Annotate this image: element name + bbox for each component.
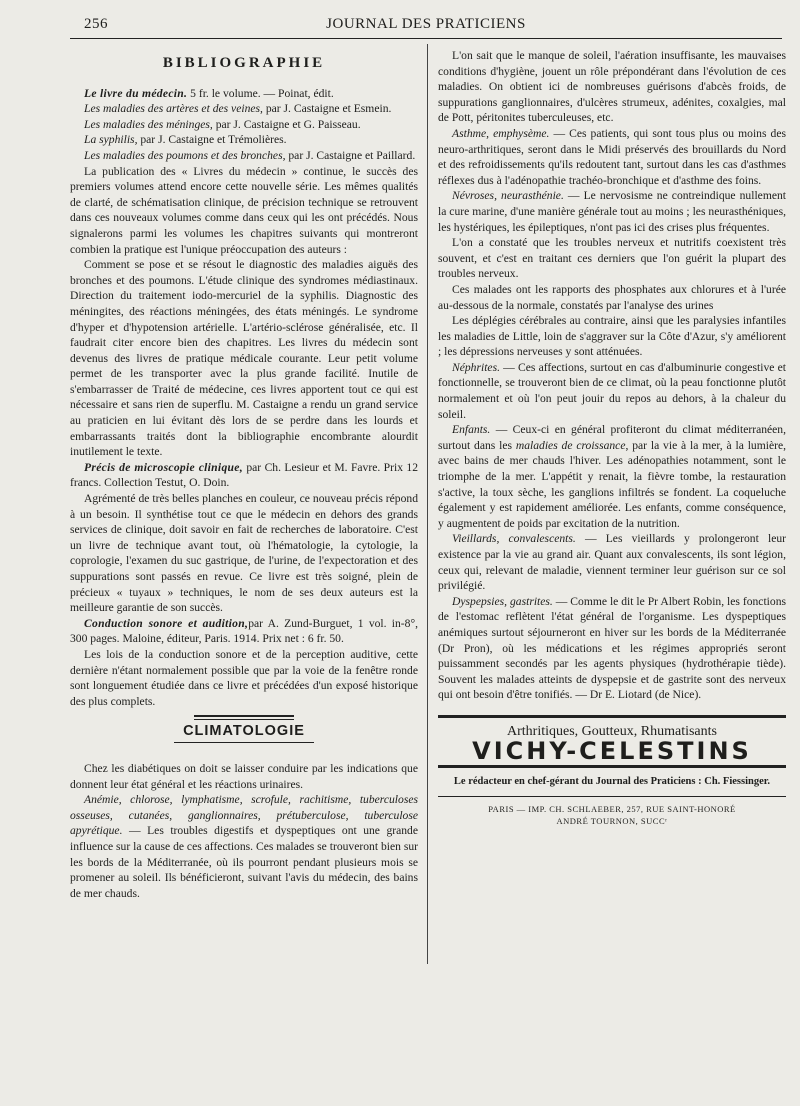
livre-title: Le livre du médecin. xyxy=(84,86,188,100)
bibliographie-paragraph: Comment se pose et se résout le diagnostic des maladies aiguës des bronches et des poumons. L'étude clinique des syndromes médiastinaux. Direction du traitement iodo-mercuriel de la syphilis. Diagnostic des méningites, des réactions méningées, des états méningés. Le syndrome d'hyper et d'hypotension artérielle. L'artério-sclérose généralisée, etc. Il faudrait citer encore bien des chapitres. Les livres du médecin sont devenus des livres de pratique médicale courante. Leur petit volume permet de les transporter avec la plus grande facilité. Inutile de s'embarrasser de Traité de médecine, ces livres apportent tout ce qui est nécessaire et sans rien de superflu. M. Castaigne a rendu un grand service au praticien en lui évitant dès lors de se perdre dans les lourds et embarrassants traités dont la bibliographie encombrante alourdit inutilement le texte. xyxy=(70,258,418,459)
climatologie-intro: Chez les diabétiques on doit se laisser conduire par les indications que donnent leur état général et les réactions urinaires. xyxy=(70,761,418,791)
left-column xyxy=(70,48,418,901)
nevroses-paragraph-3: Ces malades ont les rapports des phosphates aux chlorures et à l'urée au-dessous de la normale, constatés par l'analyse des urines xyxy=(438,282,786,312)
conduction-title: Conduction sonore et audition, xyxy=(84,616,249,630)
precis-title: Précis de microscopie clinique, xyxy=(84,460,243,474)
nevroses-paragraph xyxy=(438,188,786,235)
printer-line: ANDRÉ TOURNON, SUCCʳ xyxy=(556,815,668,826)
dyspepsies-paragraph xyxy=(438,594,786,703)
asthme-paragraph xyxy=(438,126,786,188)
printer-line: PARIS — IMP. CH. SCHLAEBER, 257, RUE SAINT-HONORÉ xyxy=(488,803,736,814)
editor-line: Le rédacteur en chef-gérant du Journal des Praticiens : Ch. Fiessinger. xyxy=(453,776,771,788)
vieillards-heading: Vieillards, convalescents. xyxy=(452,532,576,546)
climatologie-rule-top xyxy=(194,715,294,720)
anemie-paragraph xyxy=(70,792,418,901)
journal-title: JOURNAL DES PRATICIENS xyxy=(326,16,526,32)
advertisement-subtitle: Arthritiques, Goutteux, Rhumatisants xyxy=(507,723,717,739)
volume-authors: par J. Castaigne et G. Paisseau. xyxy=(212,117,361,131)
enfants-text: — Ceux-ci en général profiteront du climat méditerranéen, surtout dans les xyxy=(438,423,786,452)
enfants-emphasis: maladies de croissance xyxy=(515,438,626,452)
volume-title: Les maladies des artères et des veines, xyxy=(84,102,263,116)
bibliographie-paragraph: La publication des « Livres du médecin » continue, le succès des premiers volumes attend encore cette nouvelle série. Les mêmes qualités de clarté, de schématisation clinique, de précision technique se retrouvent dans ces nouveaux volumes comme dans ceux qui les ont précédés. Nous signalerons parmi les volumes les chapitres suivants qui montreront combien la pratique est l'unique préoccupation des auteurs : xyxy=(70,164,418,256)
nephrites-paragraph xyxy=(438,360,786,422)
nevroses-text: — Le nervosisme ne contreindique nullement la cure marine, d'une manière générale tout au moins ; les neurasthéniques, les hystériques, les épileptiques, n'ont pas ici des crises plus fréquentes. xyxy=(438,189,786,234)
dyspepsies-text: — Comme le dit le Pr Albert Robin, les fonctions de l'estomac reflètent l'état général de l'organisme. Les dyspeptiques anémiques surtout séjourneront en hiver sur les bords de la Méditerranée (Dr Pron), où les médications et les régimes appropriés seront puissamment secondés par les agents physiques (hydrothérapie tiède). Souvent les malades atteints de dyspepsie et de gastrite sont des nerveux qui ont besoin d'être tonifiés. — Dr E. Liotard (de Nice). xyxy=(438,594,787,702)
enfants-paragraph xyxy=(438,422,786,531)
anemie-text: — Les troubles digestifs et dyspeptiques ont une grande influence sur la cause de ces affections. Ces malades se trouveront bien sur les bords de la Méditerranée, où ils pourront pendant plusieurs mois se promener au soleil. Ils bénéficieront, suivant l'avis du médecin, des bains de mer chauds. xyxy=(70,824,418,900)
advertisement-brand: VICHY-CELESTINS xyxy=(472,736,752,765)
bibliographie-title: BIBLIOGRAPHIE xyxy=(162,55,326,71)
volume-title: Les maladies des méninges, xyxy=(84,117,213,131)
conduction-entry xyxy=(70,616,418,647)
volume-entry xyxy=(70,148,418,164)
column-divider xyxy=(427,44,428,964)
precis-entry xyxy=(70,460,418,491)
enfants-heading: Enfants. xyxy=(452,423,491,437)
soleil-paragraph: L'on sait que le manque de soleil, l'aération insuffisante, les mauvaises conditions d'hygiène, jouent un rôle prépondérant dans l'évolution de ces maladies. On obtient ici de nombreuses guérisons d'abcès froids, de suppurations ganglionnaires, d'ulcères strumeux, adénites, coxalgies, mal de Pott, péritonites tuberculeuses, etc. xyxy=(438,49,786,125)
anemie-heading: Anémie, chlorose, lymphatisme, scrofule, rachitisme, tuberculoses osseuses, cutanées, ganglionnaires, prétuberculose, tuberculose apyrétique. xyxy=(70,793,418,838)
nevroses-paragraph-4: Les déplégies cérébrales au contraire, ainsi que les paralysies infantiles les maladies de Little, loin de s'aggraver sur la Côte d'Azur, s'y améliorent ; les dépressions nerveuses y sont atténuées. xyxy=(438,314,786,359)
conduction-details: par A. Zund-Burguet, 1 vol. in-8°, 300 pages. Maloine, éditeur, Paris. 1914. Prix net : 6 fr. 50. xyxy=(70,616,418,646)
livre-entry xyxy=(70,86,418,102)
page-header xyxy=(70,14,782,36)
volume-title: La syphilis, xyxy=(84,133,138,147)
precis-paragraph: Agrémenté de très belles planches en couleur, ce nouveau précis répond à un besoin. Il synthétise tout ce que le médecin en dehors des grands services de clinique, doit savoir en fait de recherches de laboratoire. C'est un livre de technique avant tout, où l'hématologie, la cytologie, la coprologie, l'examen du suc gastrique, de l'urine, de l'expectoration et des suppurations sont passés en revue. Ce livre est très soigné, plein de précieux « tuyaux » techniques, le nom de ses deux auteurs est la meilleure garantie de son succès. xyxy=(70,492,418,615)
volume-entry xyxy=(70,101,418,117)
volume-entry xyxy=(70,132,418,148)
volume-authors: par J. Castaigne et Esmein. xyxy=(262,102,392,116)
nephrites-text: — Ces affections, surtout en cas d'albuminurie congestive et fonctionnelle, se trouveront bien de ce climat, où la peau fonctionne plutôt normalement et où l'on peut jouir du repos au dehors, à la chaleur du soleil. xyxy=(438,360,786,421)
page-number: 256 xyxy=(84,16,108,32)
nevroses-paragraph-2: L'on a constaté que les troubles nerveux et nutritifs coexistent très souvent, et c'est en traitant ces derniers que l'on guérit la plupart des troubles nerveux. xyxy=(438,236,786,281)
volume-authors: par J. Castaigne et Paillard. xyxy=(285,148,416,162)
vieillards-text: — Les vieillards y prolongeront leur existence par la vie au grand air. Quant aux convalescents, ils sont légion, ceux qui, relevant de maladie, viennent terminer leur guérison sur ce sol privilégié. xyxy=(438,532,786,593)
volume-authors: par J. Castaigne et Trémolières. xyxy=(137,133,287,147)
climatologie-title: CLIMATOLOGIE xyxy=(183,723,305,740)
conduction-paragraph: Les lois de la conduction sonore et de la perception auditive, cette dernière n'étant normalement possible que par la voie de la fenêtre ronde sont longuement étudiée dans ce livre et précédées d'un exposé historique des plus complets. xyxy=(70,647,418,708)
volume-entry xyxy=(70,117,418,133)
header-rule xyxy=(70,38,782,39)
volume-title: Les maladies des poumons et des bronches, xyxy=(84,148,286,162)
asthme-text: — Ces patients, qui sont tous plus ou moins des neuro-arthritiques, seront dans le Midi préservés des brouillards du Nord et des refroidissements qu'ils redoutent tant, surtout dans les cas d'asthmes réflexes dus à l'adénopathie trachéo-bronchique et d'asthme des foins. xyxy=(438,126,786,187)
livre-details: 5 fr. le volume. — Poinat, édit. xyxy=(187,86,334,100)
climatologie-rule-bottom xyxy=(174,742,314,743)
nevroses-heading: Névroses, neurasthénie. xyxy=(452,189,564,203)
vieillards-paragraph xyxy=(438,531,786,593)
asthme-heading: Asthme, emphysème. xyxy=(452,126,550,140)
advertisement-rule-bottom xyxy=(438,765,786,768)
advertisement-rule-top xyxy=(438,715,786,718)
right-column xyxy=(438,48,786,827)
precis-details: par Ch. Lesieur et M. Favre. Prix 12 francs. Collection Testut, O. Doin. xyxy=(70,460,418,490)
enfants-text: , par la vie à la mer, à la lumière, avec bains de mer chauds l'hiver. Les adénopathies notamment, sont le triomphe de la mer. L'appétit y renait, la fièvre tombe, la restauration s'active, la toux sèche, les ganglions infiltrés se fondent. La coqueluche également y est rapidement améliorée. Les enfants, comme conséquence, y augmentent de poids par excitation de la nutrition. xyxy=(438,438,787,530)
dyspepsies-heading: Dyspepsies, gastrites. xyxy=(452,594,553,608)
editor-rule xyxy=(438,796,786,797)
nephrites-heading: Néphrites. xyxy=(452,360,500,374)
